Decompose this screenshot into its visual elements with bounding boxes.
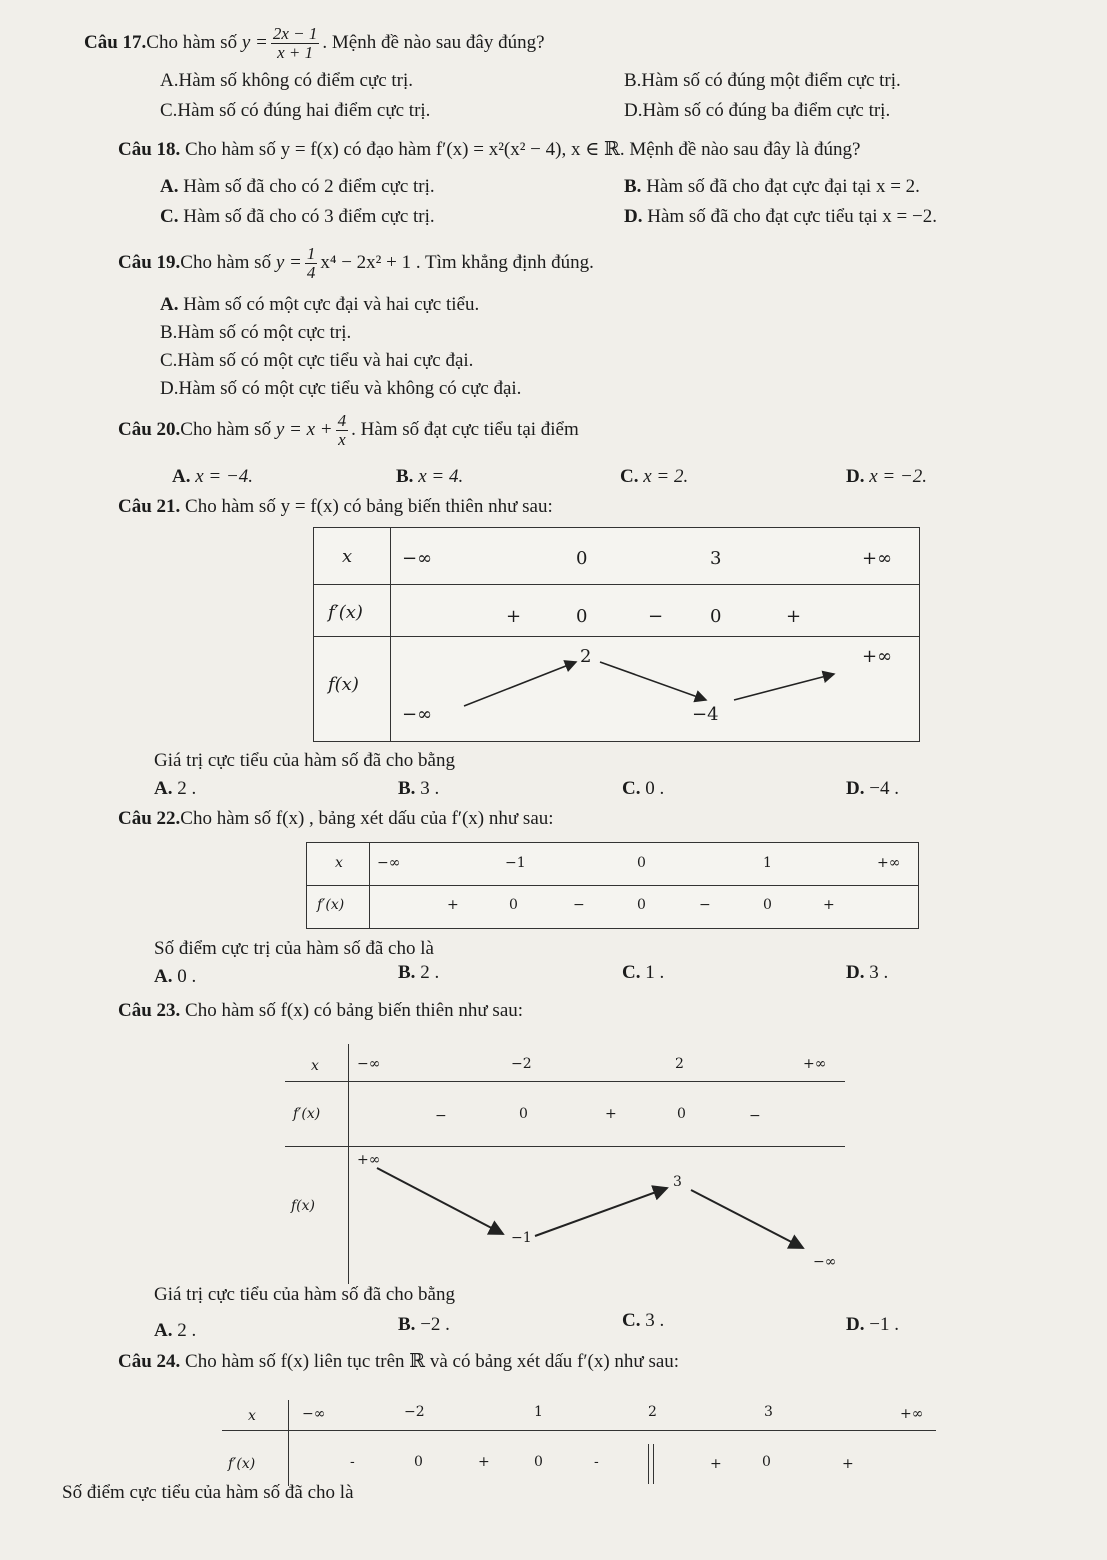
q19-option-c[interactable]: C.Hàm số có một cực tiểu và hai cực đại. — [160, 350, 474, 371]
q21-option-d[interactable]: D. −4 . — [846, 778, 899, 799]
q24-label: Câu 24. — [118, 1351, 181, 1372]
q22-fp-sign: 0 — [637, 897, 646, 913]
q24-fp-sign: + — [842, 1456, 854, 1472]
q23-arrows — [285, 1044, 845, 1284]
q24-x-label: x — [248, 1408, 256, 1424]
q17-option-b[interactable]: B.Hàm số có đúng một điểm cực trị. — [624, 70, 901, 91]
q21-x-value: 3 — [710, 548, 722, 569]
q22-sign-table — [306, 842, 919, 929]
q20-option-d[interactable]: D. x = −2. — [846, 466, 928, 487]
q17-fraction: $\frac{2x - 1}{x + 1}$ — [272, 24, 318, 62]
q21-increase-arrow — [734, 674, 834, 700]
q21-f-value: 2 — [580, 646, 592, 667]
q24-fp-sign: 0 — [762, 1454, 771, 1470]
q17-option-d[interactable]: D.Hàm số có đúng ba điểm cực trị. — [624, 100, 891, 121]
q24-x-value: 2 — [648, 1404, 657, 1420]
q22-stem: Câu 22.Cho hàm số f(x) , bảng xét dấu của f′(x) như sau: — [118, 808, 554, 829]
q23-f-value: +∞ — [357, 1152, 381, 1168]
q23-variation-table — [285, 1044, 845, 1284]
q23-option-c[interactable]: C. 3 . — [622, 1310, 665, 1331]
q22-x-value: +∞ — [877, 855, 901, 871]
q22-label: Câu 22. — [118, 808, 181, 829]
q20-stem: Câu 20.Cho hàm số y = x + $\frac{4}{x}$ . Hàm số đạt cực tiểu tại điểm — [118, 411, 579, 449]
q21-fp-sign: 0 — [710, 606, 722, 627]
q22-option-c[interactable]: C. 1 . — [622, 962, 665, 983]
q24-x-value: 3 — [764, 1404, 773, 1420]
q22-option-d[interactable]: D. 3 . — [846, 962, 889, 983]
q23-f-value: 3 — [673, 1174, 682, 1190]
q17-option-a[interactable]: A.Hàm số không có điểm cực trị. — [160, 70, 414, 91]
q19-option-d[interactable]: D.Hàm số có một cực tiểu và không có cực đại. — [160, 378, 522, 399]
q21-fp-sign: + — [506, 606, 522, 627]
q23-option-b[interactable]: B. −2 . — [398, 1314, 450, 1335]
q18-option-d[interactable]: D. Hàm số đã cho đạt cực tiểu tại x = −2. — [624, 206, 937, 227]
q21-fp-sign: − — [648, 606, 664, 627]
q19-option-a[interactable]: A. Hàm số có một cực đại và hai cực tiểu. — [160, 294, 480, 315]
q20-label: Câu 20. — [118, 418, 181, 440]
q24-fp-label: f′(x) — [228, 1456, 256, 1472]
q23-decrease-arrow — [377, 1168, 503, 1234]
q21-x-value: 0 — [576, 548, 588, 569]
q21-option-c[interactable]: C. 0 . — [622, 778, 665, 799]
q22-option-b[interactable]: B. 2 . — [398, 962, 440, 983]
q21-f-label: f(x) — [328, 674, 359, 695]
q23-stem: Câu 23. Cho hàm số f(x) có bảng biến thiên như sau: — [118, 1000, 524, 1021]
q24-fp-sign: + — [710, 1456, 722, 1472]
q22-fp-label: f′(x) — [317, 897, 345, 913]
q19-label: Câu 19. — [118, 251, 181, 273]
q21-increase-arrow — [464, 662, 576, 706]
q21-question: Giá trị cực tiểu của hàm số đã cho bằng — [154, 750, 455, 771]
q17-option-c[interactable]: C.Hàm số có đúng hai điểm cực trị. — [160, 100, 431, 121]
q21-fp-label: f′(x) — [328, 602, 363, 623]
q21-stem: Câu 21. Cho hàm số y = f(x) có bảng biến thiên như sau: — [118, 496, 553, 517]
q21-label: Câu 21. — [118, 496, 181, 517]
q22-fp-sign: 0 — [509, 897, 518, 913]
q21-x-value: −∞ — [402, 548, 433, 569]
q22-x-value: 0 — [637, 855, 646, 871]
q19-stem: Câu 19.Cho hàm số y = $\frac{1}{4}$ x⁴ − 2x² + 1 . Tìm khẳng định đúng. — [118, 244, 594, 282]
q24-stem: Câu 24. Cho hàm số f(x) liên tục trên ℝ và có bảng xét dấu f′(x) như sau: — [118, 1351, 680, 1372]
q23-fp-sign: 0 — [519, 1106, 528, 1122]
q23-fp-sign: − — [749, 1108, 761, 1124]
q18-stem: Câu 18. Cho hàm số y = f(x) có đạo hàm f′(x) = x²(x² − 4), x ∈ ℝ. Mệnh đề nào sau đây là đúng? — [118, 139, 861, 160]
q24-fp-sign: + — [478, 1454, 490, 1470]
q23-f-value: −∞ — [813, 1254, 837, 1270]
q17-label: Câu 17. — [84, 31, 147, 53]
q23-label: Câu 23. — [118, 1000, 181, 1021]
q20-option-a[interactable]: A. x = −4. — [172, 466, 254, 487]
q24-fp-sign: 0 — [414, 1454, 423, 1470]
q23-fp-sign: + — [605, 1106, 617, 1122]
q24-fp-sign: - — [350, 1454, 355, 1470]
q24-sign-table — [222, 1400, 936, 1486]
q21-f-value: +∞ — [862, 646, 893, 667]
q24-x-value: 1 — [534, 1404, 543, 1420]
q23-option-a[interactable]: A. 2 . — [154, 1320, 197, 1341]
q18-option-a[interactable]: A. Hàm số đã cho có 2 điểm cực trị. — [160, 176, 435, 197]
q22-x-label: x — [335, 855, 343, 871]
q22-option-a[interactable]: A. 0 . — [154, 966, 197, 987]
q22-fp-sign: + — [447, 897, 459, 913]
q23-fp-label: f′(x) — [293, 1106, 321, 1122]
q23-x-value: −∞ — [357, 1056, 381, 1072]
q24-fp-sign: - — [594, 1454, 599, 1470]
q21-variation-table — [313, 527, 920, 742]
q19-fraction: $\frac{1}{4}$ — [306, 244, 316, 282]
q23-option-d[interactable]: D. −1 . — [846, 1314, 899, 1335]
q22-x-value: 1 — [763, 855, 772, 871]
q20-option-c[interactable]: C. x = 2. — [620, 466, 689, 487]
q24-fp-sign: 0 — [534, 1454, 543, 1470]
q23-question: Giá trị cực tiểu của hàm số đã cho bằng — [154, 1284, 455, 1305]
q21-option-b[interactable]: B. 3 . — [398, 778, 440, 799]
q24-question: Số điểm cực tiểu của hàm số đã cho là — [62, 1482, 354, 1503]
q23-x-value: −2 — [511, 1056, 532, 1072]
q22-x-value: −1 — [505, 855, 526, 871]
q19-option-b[interactable]: B.Hàm số có một cực trị. — [160, 322, 352, 343]
q24-x-value: −2 — [404, 1404, 425, 1420]
q22-fp-sign: − — [699, 897, 711, 913]
q18-option-b[interactable]: B. Hàm số đã cho đạt cực đại tại x = 2. — [624, 176, 920, 197]
q21-f-value: −4 — [692, 704, 719, 725]
q21-x-label: x — [342, 546, 353, 567]
q21-fp-sign: 0 — [576, 606, 588, 627]
q23-x-value: 2 — [675, 1056, 684, 1072]
q18-option-c[interactable]: C. Hàm số đã cho có 3 điểm cực trị. — [160, 206, 435, 227]
q21-option-a[interactable]: A. 2 . — [154, 778, 197, 799]
q23-f-label: f(x) — [291, 1198, 316, 1214]
q22-x-value: −∞ — [377, 855, 401, 871]
q23-increase-arrow — [535, 1188, 667, 1236]
q22-fp-sign: − — [573, 897, 585, 913]
q22-fp-sign: + — [823, 897, 835, 913]
q22-fp-sign: 0 — [763, 897, 772, 913]
q18-label: Câu 18. — [118, 139, 181, 160]
q23-fp-sign: − — [435, 1108, 447, 1124]
q20-option-b[interactable]: B. x = 4. — [396, 466, 464, 487]
q21-x-value: +∞ — [862, 548, 893, 569]
q24-x-value: +∞ — [900, 1406, 924, 1422]
q23-decrease-arrow — [691, 1190, 803, 1248]
q23-f-value: −1 — [511, 1230, 532, 1246]
q23-x-label: x — [311, 1058, 319, 1074]
q21-fp-sign: + — [786, 606, 802, 627]
q22-question: Số điểm cực trị của hàm số đã cho là — [154, 938, 434, 959]
q24-x-value: −∞ — [302, 1406, 326, 1422]
q23-x-value: +∞ — [803, 1056, 827, 1072]
q21-f-value: −∞ — [402, 704, 433, 725]
q17-stem: Câu 17.Cho hàm số y = $\frac{2x - 1}{x + 1}$ . Mệnh đề nào sau đây đúng? — [84, 24, 545, 62]
q23-fp-sign: 0 — [677, 1106, 686, 1122]
q20-fraction: $\frac{4}{x}$ — [337, 411, 347, 449]
q21-decrease-arrow — [600, 662, 706, 700]
q21-arrows — [314, 528, 919, 741]
